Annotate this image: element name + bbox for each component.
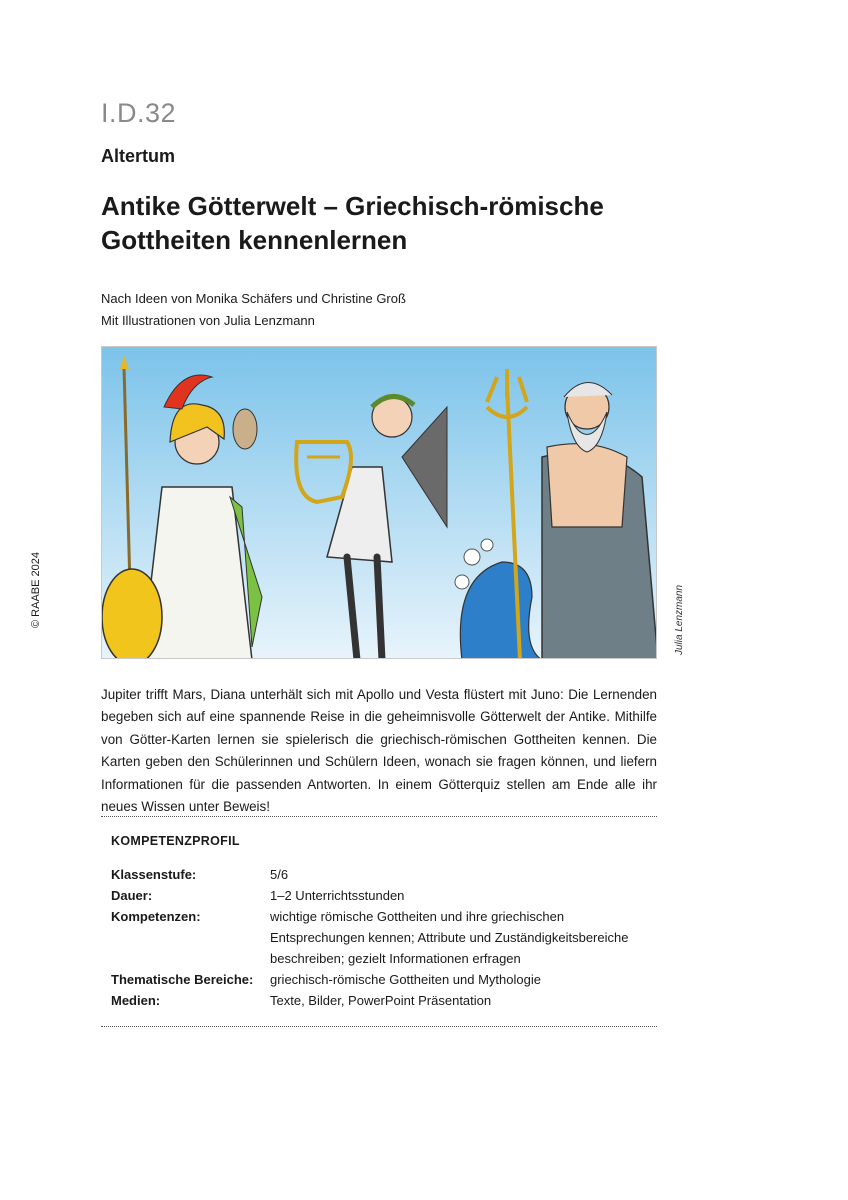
profile-label: Thematische Bereiche:	[111, 972, 254, 987]
profile-value: 1–2 Unterrichtsstunden	[270, 888, 405, 903]
gods-illustration	[101, 346, 657, 659]
profile-label: Medien:	[111, 993, 161, 1008]
credits-illustrations: Mit Illustrationen von Julia Lenzmann	[101, 313, 315, 328]
profile-value: Texte, Bilder, PowerPoint Präsentation	[270, 993, 492, 1008]
divider-bottom	[101, 1026, 657, 1027]
intro-text: Jupiter trifft Mars, Diana unterhält sich mit Apollo und Vesta flüstert mit Juno: Die Lernenden begeben sich auf eine spannende Reise in die geheimnisvolle Götterwelt der Antike. Mithilfe von Götter-Karten lernen sie spielerisch die griechisch-römischen Gottheiten kennen. Die Karten geben den Schülerinnen und Schülern Ideen, wonach sie fragen können, und liefern Informationen für die passenden Antworten. In einem Götterquiz stellen am Ende alle ihr neues Wissen unter Beweis!	[101, 687, 657, 815]
profile-label: Dauer:	[111, 888, 153, 903]
profile-value: wichtige römische Gottheiten und ihre griechischen Entsprechungen kennen; Attribute und Zuständigkeitsbereiche beschreiben; gezielt Informationen erfragen	[270, 909, 629, 966]
copyright-note: © RAABE 2024	[30, 552, 42, 628]
profile-label: Kompetenzen:	[111, 909, 201, 924]
profile-row-competences	[111, 906, 651, 969]
profile-value: griechisch-römische Gottheiten und Mythologie	[270, 972, 541, 987]
credits-ideas: Nach Ideen von Monika Schäfers und Christine Groß	[101, 291, 406, 306]
profile-row-duration	[111, 885, 651, 906]
profile-row-grade	[111, 864, 651, 885]
page-title	[101, 189, 701, 257]
divider-top	[101, 816, 657, 817]
title-line-2: Gottheiten kennenlernen	[101, 225, 408, 255]
profile-value: 5/6	[270, 867, 289, 882]
category-label: Altertum	[101, 146, 176, 166]
title-line-1: Antike Götterwelt – Griechisch-römische	[101, 191, 604, 221]
gods-illustration-drawing	[102, 347, 657, 659]
profile-row-topics	[111, 969, 651, 990]
series-code: I.D.32	[101, 98, 177, 128]
competence-profile-heading: KOMPETENZPROFIL	[111, 834, 240, 848]
profile-label: Klassenstufe:	[111, 867, 197, 882]
illustration-credit: Julia Lenzmann	[674, 584, 685, 655]
profile-row-media	[111, 990, 651, 1011]
credits	[101, 288, 406, 332]
competence-profile-table	[111, 864, 651, 1011]
